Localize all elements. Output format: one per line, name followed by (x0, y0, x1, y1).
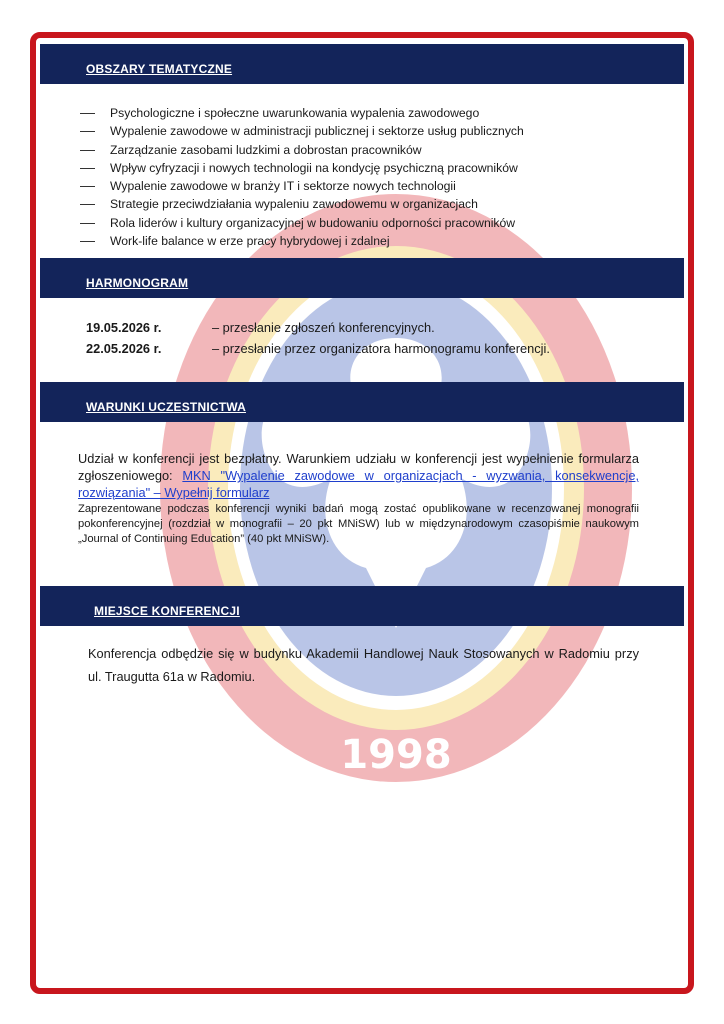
topic-item (80, 159, 524, 177)
topics-title: OBSZARY TEMATYCZNE (86, 62, 233, 76)
conditions-title: WARUNKI UCZESTNICTWA (86, 400, 246, 414)
venue-header-band (40, 586, 684, 626)
dash-bullet-icon (80, 168, 95, 169)
dash-bullet-icon (80, 113, 95, 114)
page-frame (30, 32, 694, 994)
schedule-desc: – przesłanie przez organizatora harmonogramu konferencji. (212, 341, 550, 356)
topic-item (80, 177, 524, 195)
topic-text: Strategie przeciwdziałania wypaleniu zawodowemu w organizacjach (110, 197, 478, 212)
dash-bullet-icon (80, 131, 95, 132)
topic-text: Wypalenie zawodowe w branży IT i sektorze nowych technologii (110, 179, 456, 194)
schedule-title: HARMONOGRAM (86, 276, 189, 290)
schedule-date: 19.05.2026 r. (86, 320, 162, 335)
topic-item (80, 232, 524, 250)
venue-title: MIEJSCE KONFERENCJI (94, 604, 240, 618)
topic-item (80, 195, 524, 213)
topic-item (80, 141, 524, 159)
conditions-paragraph (78, 450, 639, 501)
venue-paragraph: Konferencja odbędzie się w budynku Akademii Handlowej Nauk Stosowanych w Radomiu przy ul. Traugutta 61a w Radomiu. (88, 646, 639, 684)
schedule-date: 22.05.2026 r. (86, 341, 162, 356)
topics-list (80, 104, 524, 250)
topic-text: Zarządzanie zasobami ludzkimi a dobrostan pracowników (110, 142, 422, 157)
dash-bullet-icon (80, 241, 95, 242)
dash-bullet-icon (80, 223, 95, 224)
topic-text: Psychologiczne i społeczne uwarunkowania wypalenia zawodowego (110, 106, 480, 120)
topic-item (80, 214, 524, 232)
topic-item (80, 104, 524, 122)
schedule-header-band (40, 258, 684, 298)
conditions-header-band (40, 382, 684, 422)
topic-item (80, 122, 524, 140)
topic-text: Wypalenie zawodowe w administracji publicznej i sektorze usług publicznych (110, 124, 524, 139)
publication-paragraph: Zaprezentowane podczas konferencji wyniki badań mogą zostać opublikowane w recenzowanej monografii pokonferencyjnej (rozdział w monografii – 20 pkt MNiSW) lub w międzynarodowym czasopiśmie naukowym „Journal of Continuing Education” (40 pkt MNiSW). (78, 503, 639, 545)
dash-bullet-icon (80, 150, 95, 151)
topic-text: Rola liderów i kultury organizacyjnej w budowaniu odporności pracowników (110, 215, 516, 230)
conditions-intro: Udział w konferencji jest bezpłatny. Warunkiem udziału w konferencji jest wypełnienie formularza zgłoszeniowego: (78, 451, 639, 483)
topic-text: Wpływ cyfryzacji i nowych technologii na kondycję psychiczną pracowników (110, 160, 518, 175)
dash-bullet-icon (80, 204, 95, 205)
seal-year: 1998 (340, 732, 452, 778)
topic-text: Work-life balance w erze pracy hybrydowej i zdalnej (110, 234, 390, 249)
dash-bullet-icon (80, 186, 95, 187)
registration-form-link[interactable]: MKN "Wypalenie zawodowe w organizacjach - wyzwania, konsekwencje, rozwiązania" – Wypełnij formularz (78, 468, 640, 500)
topics-header-band (40, 44, 684, 84)
schedule-desc: – przesłanie zgłoszeń konferencyjnych. (212, 320, 435, 335)
